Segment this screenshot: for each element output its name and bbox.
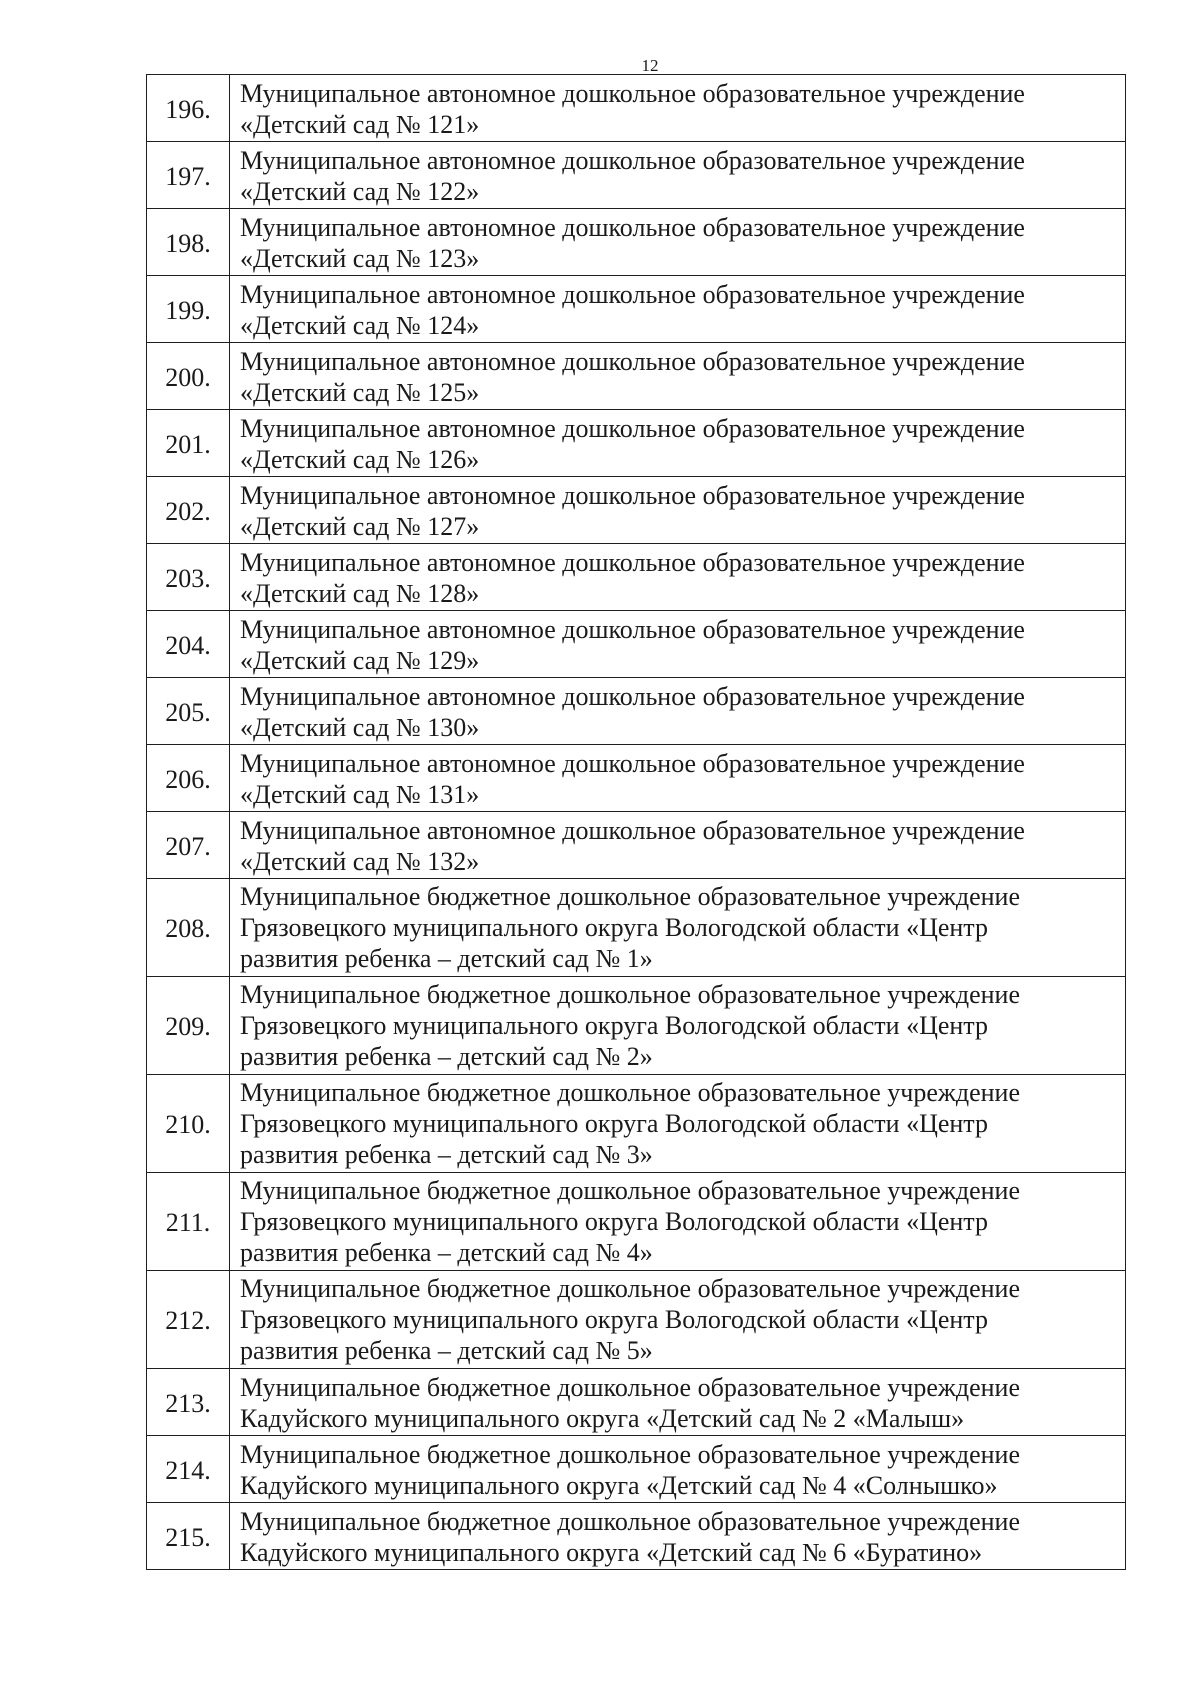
row-number: 198.	[147, 209, 230, 276]
institution-name-line: Муниципальное автономное дошкольное образовательное учреждение	[240, 213, 1025, 242]
institution-name	[230, 142, 1126, 209]
institution-name-line: «Детский сад № 125»	[240, 378, 480, 407]
table-row	[147, 745, 1126, 812]
institution-name	[230, 812, 1126, 879]
institution-name	[230, 1503, 1126, 1570]
institution-name	[230, 879, 1126, 977]
institution-name-line: развития ребенка – детский сад № 2»	[240, 1042, 653, 1071]
institution-name-line: Муниципальное бюджетное дошкольное образовательное учреждение	[240, 1078, 1020, 1107]
row-number: 203.	[147, 544, 230, 611]
institution-name-line: развития ребенка – детский сад № 4»	[240, 1238, 653, 1267]
row-number: 201.	[147, 410, 230, 477]
institution-name-line: Грязовецкого муниципального округа Вологодской области «Центр	[240, 1011, 988, 1040]
institution-name	[230, 544, 1126, 611]
row-number: 213.	[147, 1369, 230, 1436]
institution-name-line: Грязовецкого муниципального округа Вологодской области «Центр	[240, 913, 988, 942]
institution-name	[230, 1369, 1126, 1436]
page-number: 12	[641, 56, 659, 75]
table-row	[147, 611, 1126, 678]
institution-name	[230, 276, 1126, 343]
table-row	[147, 812, 1126, 879]
institution-name-line: «Детский сад № 122»	[240, 177, 480, 206]
institution-name	[230, 75, 1126, 142]
table-row	[147, 879, 1126, 977]
institution-name-line: Муниципальное бюджетное дошкольное образовательное учреждение	[240, 980, 1020, 1009]
institution-name	[230, 1271, 1126, 1369]
institution-name-line: Кадуйского муниципального округа «Детский сад № 2 «Малыш»	[240, 1404, 965, 1433]
table-row	[147, 343, 1126, 410]
institution-name-line: Муниципальное автономное дошкольное образовательное учреждение	[240, 146, 1025, 175]
institution-name-line: Муниципальное бюджетное дошкольное образовательное учреждение	[240, 1373, 1020, 1402]
institution-name	[230, 477, 1126, 544]
row-number: 205.	[147, 678, 230, 745]
institution-name	[230, 1075, 1126, 1173]
table-row	[147, 977, 1126, 1075]
institution-name-line: «Детский сад № 130»	[240, 713, 480, 742]
institution-name-line: Грязовецкого муниципального округа Вологодской области «Центр	[240, 1207, 988, 1236]
table-row	[147, 678, 1126, 745]
row-number: 207.	[147, 812, 230, 879]
institution-name	[230, 410, 1126, 477]
institution-name-line: «Детский сад № 123»	[240, 244, 480, 273]
institution-name-line: Муниципальное автономное дошкольное образовательное учреждение	[240, 682, 1025, 711]
institution-name-line: Муниципальное бюджетное дошкольное образовательное учреждение	[240, 1176, 1020, 1205]
institution-name-line: Муниципальное автономное дошкольное образовательное учреждение	[240, 414, 1025, 443]
table-row	[147, 75, 1126, 142]
institution-name-line: «Детский сад № 127»	[240, 512, 480, 541]
institution-name-line: Муниципальное автономное дошкольное образовательное учреждение	[240, 280, 1025, 309]
table-row	[147, 1271, 1126, 1369]
institution-name-line: Муниципальное бюджетное дошкольное образовательное учреждение	[240, 1507, 1020, 1536]
institution-name	[230, 1436, 1126, 1503]
institutions-table	[146, 74, 1126, 1570]
table-row	[147, 477, 1126, 544]
table-row	[147, 1503, 1126, 1570]
row-number: 211.	[147, 1173, 230, 1271]
institution-name-line: Муниципальное автономное дошкольное образовательное учреждение	[240, 481, 1025, 510]
institution-name	[230, 745, 1126, 812]
table-row	[147, 1369, 1126, 1436]
institution-name-line: Муниципальное автономное дошкольное образовательное учреждение	[240, 816, 1025, 845]
institution-name-line: развития ребенка – детский сад № 5»	[240, 1336, 653, 1365]
row-number: 196.	[147, 75, 230, 142]
institution-name-line: Муниципальное бюджетное дошкольное образовательное учреждение	[240, 1440, 1020, 1469]
row-number: 210.	[147, 1075, 230, 1173]
row-number: 208.	[147, 879, 230, 977]
institution-name-line: Грязовецкого муниципального округа Вологодской области «Центр	[240, 1305, 988, 1334]
institution-name	[230, 1173, 1126, 1271]
institution-name-line: Муниципальное автономное дошкольное образовательное учреждение	[240, 548, 1025, 577]
row-number: 202.	[147, 477, 230, 544]
table-row	[147, 142, 1126, 209]
institution-name-line: Грязовецкого муниципального округа Вологодской области «Центр	[240, 1109, 988, 1138]
institution-name-line: Муниципальное бюджетное дошкольное образовательное учреждение	[240, 1274, 1020, 1303]
row-number: 197.	[147, 142, 230, 209]
table-row	[147, 1075, 1126, 1173]
institution-name-line: Муниципальное автономное дошкольное образовательное учреждение	[240, 615, 1025, 644]
table-row	[147, 1173, 1126, 1271]
row-number: 212.	[147, 1271, 230, 1369]
institution-name-line: развития ребенка – детский сад № 3»	[240, 1140, 653, 1169]
institution-name-line: «Детский сад № 126»	[240, 445, 480, 474]
row-number: 200.	[147, 343, 230, 410]
institution-name-line: Кадуйского муниципального округа «Детский сад № 4 «Солнышко»	[240, 1471, 998, 1500]
institution-name-line: Кадуйского муниципального округа «Детский сад № 6 «Буратино»	[240, 1538, 983, 1567]
table-body	[147, 75, 1126, 1570]
row-number: 204.	[147, 611, 230, 678]
institution-name-line: «Детский сад № 128»	[240, 579, 480, 608]
table-row	[147, 1436, 1126, 1503]
institution-name-line: «Детский сад № 121»	[240, 110, 480, 139]
table-row	[147, 544, 1126, 611]
table-row	[147, 410, 1126, 477]
institution-name-line: «Детский сад № 124»	[240, 311, 480, 340]
institution-name-line: «Детский сад № 129»	[240, 646, 480, 675]
table-row	[147, 276, 1126, 343]
institution-name-line: «Детский сад № 131»	[240, 780, 480, 809]
institution-name-line: Муниципальное бюджетное дошкольное образовательное учреждение	[240, 882, 1020, 911]
row-number: 215.	[147, 1503, 230, 1570]
institution-name	[230, 343, 1126, 410]
institution-name	[230, 977, 1126, 1075]
institution-name-line: Муниципальное автономное дошкольное образовательное учреждение	[240, 347, 1025, 376]
institution-name	[230, 209, 1126, 276]
institution-name-line: «Детский сад № 132»	[240, 847, 480, 876]
table-row	[147, 209, 1126, 276]
institution-name-line: Муниципальное автономное дошкольное образовательное учреждение	[240, 749, 1025, 778]
institution-name-line: Муниципальное автономное дошкольное образовательное учреждение	[240, 79, 1025, 108]
row-number: 206.	[147, 745, 230, 812]
institution-name	[230, 678, 1126, 745]
institution-name	[230, 611, 1126, 678]
institution-name-line: развития ребенка – детский сад № 1»	[240, 944, 653, 973]
row-number: 209.	[147, 977, 230, 1075]
row-number: 199.	[147, 276, 230, 343]
row-number: 214.	[147, 1436, 230, 1503]
